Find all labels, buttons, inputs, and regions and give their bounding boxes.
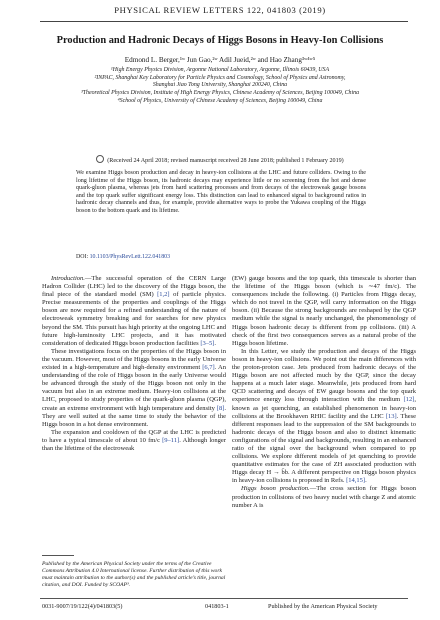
affiliation-1: ¹High Energy Physics Division, Argonne National Laboratory, Argonne, Illinois 60439, USA [110,67,330,73]
affiliation-2-cont: Shanghai Jiao Tong University, Shanghai 200240, China [152,82,288,89]
check-updates-icon[interactable] [96,155,104,163]
body-paragraph-1: (EW) gauge bosons and the top quark, this timescale is shorter than the lifetime of the Higgs boson (which is ∼47 fm/c). The consequences include the following. (i) Particles from Higgs decay, which do not travel in the QGP, will carry information on the Higgs boson. (ii) Because the strong backgrounds are reshaped by the QGP medium while the signal is nearly unchanged, the phenomenology of Higgs boson hadronic decay is different from pp collisions. (iii) A check of the first two consequences serves as a natural probe of the Higgs boson lifetime. [232,275,416,347]
author-list: Edmond L. Berger,¹ʷ Jun Gao,²ʷ Adil Jueid,²ʷ and Hao Zhang³ʷ⁴ʷ⁵ [124,56,316,64]
footer-publisher: Published by the American Physical Society [268,603,378,610]
text-run: These investigations focus on the properties of the Higgs boson in the vacuum. However, most of the Higgs bosons in the early Universe existed in a high-temperature and high-density environment [42,347,226,372]
affiliation-2: ²INPAC, Shanghai Key Laboratory for Particle Physics and Cosmology, School of Physics and Astronomy, [94,74,346,81]
section-lead-production: Higgs boson production. [241,485,310,493]
footer-divider [40,598,408,599]
citation-link[interactable]: [9–11] [162,436,180,444]
text-run: , known as jet quenching, an established phenomenon in heavy-ion collisions at the Brookhaven RHIC facility and the LHC [232,396,416,420]
doi-link[interactable]: 10.1103/PhysRevLett.122.041803 [89,254,171,260]
body-paragraph-3 [232,485,416,509]
text-run: . They are well suited at the same time to study the behavior of the Higgs boson in a hot dense environment. [42,404,226,428]
article-title: Production and Hadronic Decays of Higgs Bosons in Heavy-Ion Collisions [56,35,384,46]
affiliation-3: ³Theoretical Physics Division, Institute of High Energy Physics, Chinese Academy of Sciences, Beijing 100049, China [80,90,360,97]
footer-page-number: 041803-1 [205,603,229,610]
received-dates [30,155,410,164]
text-run: —The cross section for Higgs boson production in collisions of two heavy nuclei with charge Z and atomic number A is [232,485,416,509]
citation-link[interactable]: [12] [403,396,415,404]
footnote-divider [42,555,74,556]
doi-label: DOI: [76,254,89,260]
body-paragraph-2 [232,348,416,486]
license-footnote: Published by the American Physical Society under the terms of the Creative Commons Attribution 4.0 International license. Further distribution of this work must maintain attribution to the author(s) and the published article’s title, journal citation, and DOI. Funded by SCOAP³. [42,561,226,588]
right-column [232,275,416,510]
text-run: The expansion and cooldown of the QGP at the LHC is predicted to have a typical timescale of about 10 fm/c [42,428,226,444]
intro-paragraph-2 [42,348,226,429]
received-text: (Received 24 April 2018; revised manuscript received 28 June 2018; published 1 February 2019) [107,158,344,164]
citation-link[interactable]: [1,2] [157,291,170,299]
intro-paragraph-3 [42,429,226,453]
citation-link[interactable]: [3–5] [200,339,215,347]
affiliations [20,67,420,106]
text-run: . [365,477,367,485]
left-column [42,275,226,453]
journal-header: PHYSICAL REVIEW LETTERS 122, 041803 (2019) [114,5,326,15]
text-run: . Although longer than the lifetime of the electroweak [42,436,226,452]
text-run: . An understanding of the role of Higgs boson in the early Universe would be advanced through the study of the Higgs boson not only in the vacuum but also in an extreme medium. Heavy-ion collisions at the LHC, proposed to study properties of the quark-gluon plasma (QGP), create an extreme environment with high temperature and density [42,364,227,412]
text-run: In this Letter, we study the production and decays of the Higgs boson in heavy-ion collisions. We point out the main differences with the proton-proton case. Jets produced from hadronic decays of the Higgs boson are not affected much by the QGP, since the decay happens at a much later stage. Meanwhile, jets produced from hard QCD scattering and decays of EW gauge bosons and the top quark experience energy loss through interaction with the medium [232,347,416,404]
abstract: We examine Higgs boson production and decay in heavy-ion collisions at the LHC and future colliders. Owing to the long lifetime of the Higgs boson, its hadronic decays may experience little or no screening from the hot and dense quark-gluon plasma, whereas jets from hard scattering processes and from decays of the electroweak gauge bosons and the top quark suffer significant energy loss. This distinction can lead to enhanced signal to background ratios in hadronic decay channels and thus, for example, provide alternative ways to probe the Yukawa coupling of the Higgs boson to the bottom quark and its lifetime. [76,170,366,214]
citation-link[interactable]: [6,7] [202,364,215,372]
text-run: . These different responses lead to the suppression of the SM backgrounds to hadronic decays of the Higgs boson and also to distinct kinematic configurations of the signal and backgrounds, resulting in an enhanced ratio of the signal over the background when compared to pp collisions. We explore different models of jet quenching to provide quantitative estimates for the case of ZH associated production with Higgs decay H → b̄b. A different perspective on Higgs boson physics in heavy-ion collisions is proposed in Refs. [232,412,416,485]
affiliation-4: ⁴School of Physics, University of Chinese Academy of Sciences, Beijing 100049, China [117,97,323,104]
text-run: . [214,339,217,347]
citation-link[interactable]: [13] [385,412,397,420]
intro-paragraph-1 [42,275,226,348]
section-lead-introduction: Introduction. [51,275,85,282]
header-divider [40,21,408,22]
doi-line [76,254,170,260]
citation-link[interactable]: [14,15] [346,477,366,485]
text-run: —The successful operation of the CERN Large Hadron Collider (LHC) led to the discovery of the Higgs boson, the final piece of the standard model (SM) [42,275,226,299]
footer-issn: 0031-9007/19/122(4)/041803(5) [42,603,123,610]
text-run: of particle physics. Precise measurements of the properties and couplings of the Higgs boson are now required for a refined understanding of the nature of electroweak symmetry breaking and for searches for new physics beyond the SM. This pursuit has high priority at the ongoing LHC and future high-luminosity LHC projects, and it has motivated consideration of dedicated Higgs boson production facilities [42,291,226,347]
citation-link[interactable]: [8] [216,404,225,412]
